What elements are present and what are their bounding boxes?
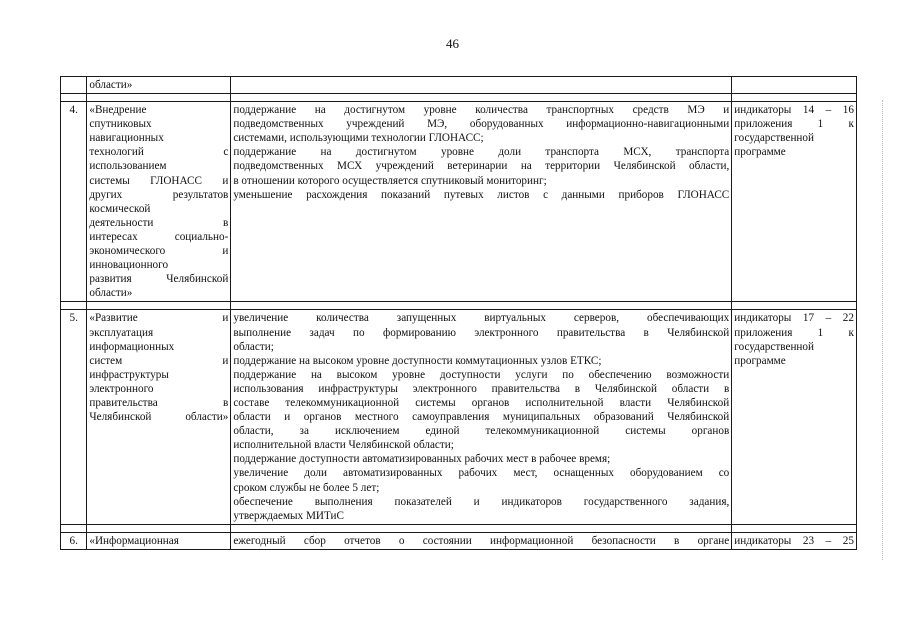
result-line: в отношении которого осуществляется спутниковый мониторинг; — [233, 174, 547, 187]
results-cell — [231, 77, 732, 94]
name-line: технологий с — [89, 146, 229, 159]
indicators-cell — [732, 532, 857, 549]
table-row — [61, 102, 857, 302]
result-line: утверждаемых МИТиС — [233, 509, 344, 522]
table-row — [61, 532, 857, 549]
indicators-cell — [732, 310, 857, 524]
name-line: информационных — [89, 340, 175, 353]
result-line: области; — [233, 340, 274, 353]
indicator-line: индикаторы 14 – 16 — [734, 104, 854, 117]
result-line: подведомственных учреждений МЭ, оборудованных информационно-навигационными — [233, 118, 730, 131]
result-line: поддержание на достигнутом уровне количества транспортных средств МЭ и — [233, 104, 730, 117]
indicator-line: индикаторы 23 – 25 — [734, 534, 854, 547]
result-line: поддержание доступности автоматизированных рабочих мест в рабочее время; — [233, 453, 611, 466]
result-line: увеличение доли автоматизированных рабочих мест, оснащенных оборудованием со — [233, 467, 730, 480]
indicators-cell — [732, 102, 857, 302]
name-line: правительства в — [89, 396, 229, 409]
result-line: области и органов местного самоуправления муниципальных образований Челябинской — [233, 411, 730, 424]
results-cell — [231, 102, 732, 302]
name-text: области» — [89, 79, 133, 91]
table-row — [61, 310, 857, 524]
name-line: системы ГЛОНАСС и — [89, 174, 229, 187]
results-cell — [231, 310, 732, 524]
name-line: деятельности в — [89, 216, 229, 229]
result-line: составе телекоммуникационной системы органов исполнительной власти Челябинской — [233, 396, 730, 409]
name-line: Челябинской области» — [89, 411, 229, 424]
result-line: уменьшение расхождения показаний путевых листов с данными приборов ГЛОНАСС — [233, 188, 730, 201]
result-line: обеспечение выполнения показателей и индикаторов государственного задания, — [233, 495, 730, 508]
indicators-cell — [732, 77, 857, 94]
result-line: использования инфраструктуры электронного правительства в Челябинской области в — [233, 382, 730, 395]
name-line: космической — [89, 202, 151, 215]
name-line: систем и — [89, 354, 229, 367]
result-line: выполнение задач по формированию электронного правительства в Челябинской — [233, 326, 730, 339]
table-row — [61, 77, 857, 94]
name-line: «Внедрение — [89, 104, 147, 117]
table-row — [61, 94, 857, 102]
name-text: «Информационная — [89, 534, 179, 547]
program-table — [60, 76, 857, 550]
name-line: области» — [89, 287, 133, 300]
indicator-line: приложения 1 к — [734, 326, 854, 339]
row-number: 5. — [61, 310, 87, 524]
name-line: использованием — [89, 160, 167, 173]
name-line: интересах социально- — [89, 230, 229, 243]
indicator-line: государственной — [734, 340, 814, 353]
name-cell — [87, 77, 231, 94]
indicator-line: индикаторы 17 – 22 — [734, 312, 854, 325]
row-number: 4. — [61, 102, 87, 302]
result-line: поддержание на высоком уровне доступности коммутационных узлов ЕТКС; — [233, 354, 602, 367]
result-line: системами, использующими технологии ГЛОНАСС; — [233, 132, 484, 145]
indicator-line: программе — [734, 354, 786, 367]
result-line: подведомственных МСХ учреждений ветеринарии на территории Челябинской области, — [233, 160, 730, 173]
row-number-cell — [61, 77, 87, 94]
table-row — [61, 524, 857, 532]
result-line: сроком службы не более 5 лет; — [233, 481, 380, 494]
table-row — [61, 302, 857, 310]
result-line: ежегодный сбор отчетов о состоянии информационной безопасности в органе — [233, 534, 730, 547]
name-cell — [87, 532, 231, 549]
name-line: навигационных — [89, 132, 164, 145]
name-cell — [87, 310, 231, 524]
name-cell — [87, 102, 231, 302]
result-line: поддержание на достигнутом уровне доли транспорта МСХ, транспорта — [233, 146, 730, 159]
name-line: электронного — [89, 382, 154, 395]
page-number: 46 — [446, 36, 459, 51]
indicator-line: приложения 1 к — [734, 118, 854, 131]
name-line: спутниковых — [89, 118, 152, 131]
results-cell — [231, 532, 732, 549]
indicator-line: программе — [734, 146, 786, 159]
name-line: экономического и — [89, 245, 229, 258]
result-line: исполнительной власти Челябинской области; — [233, 439, 454, 452]
name-line: других результатов — [89, 188, 229, 201]
name-line: инфраструктуры — [89, 368, 169, 381]
name-line: «Развитие и — [89, 312, 229, 325]
result-line: увеличение количества запущенных виртуальных серверов, обеспечивающих — [233, 312, 730, 325]
row-number: 6. — [61, 532, 87, 549]
indicator-line: государственной — [734, 132, 814, 145]
scan-edge-mark — [882, 100, 885, 560]
name-line: инновационного — [89, 259, 169, 272]
result-line: области, за исключением единой телекоммуникационной системы органов — [233, 425, 730, 438]
name-line: развития Челябинской — [89, 273, 229, 286]
name-line: эксплуатация — [89, 326, 154, 339]
result-line: поддержание на высоком уровне доступности услуги по обеспечению возможности — [233, 368, 730, 381]
